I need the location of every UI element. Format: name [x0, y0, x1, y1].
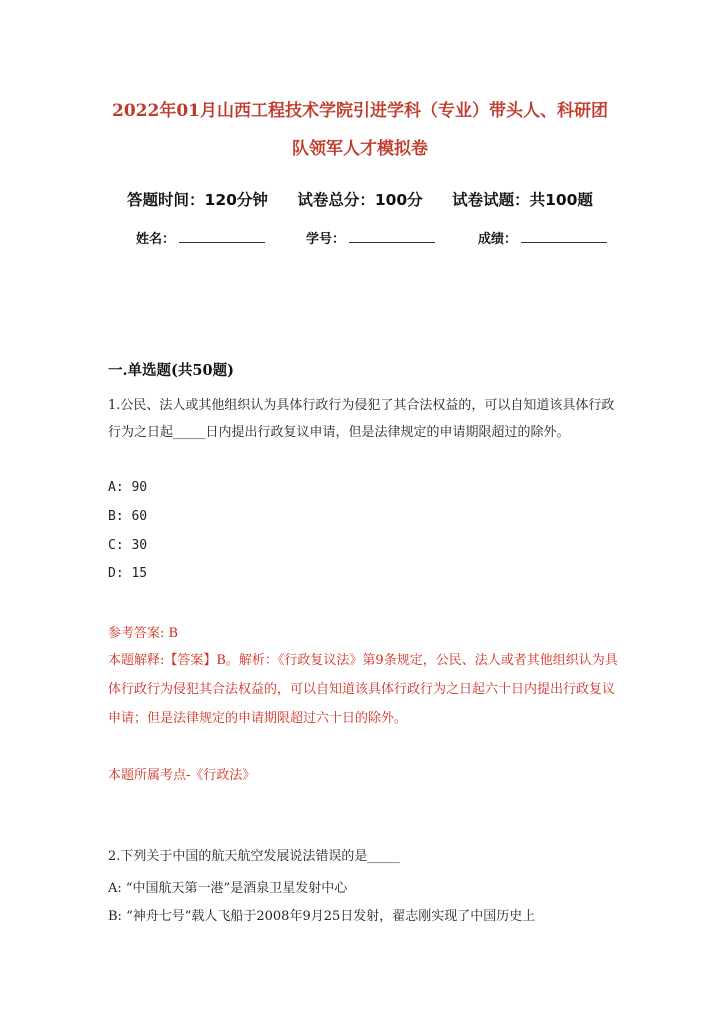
question-1-stem: 1.公民、法人或其他组织认为具体行政行为侵犯了其合法权益的，可以自知道该具体行政行为之日起_____日内提出行政复议申请，但是法律规定的申请期限超过的除外。 — [108, 398, 615, 440]
exam-question-count: 试卷试题：共100题 — [452, 191, 593, 209]
question-1-option-d: D: 15 — [108, 566, 148, 581]
exam-meta — [60, 188, 660, 210]
section-heading: 一.单选题(共50题) — [108, 362, 234, 379]
student-id-label: 学号： — [306, 232, 346, 247]
score-blank — [521, 230, 607, 243]
name-blank — [179, 230, 265, 243]
question-2-stem: 2.下列关于中国的航天航空发展说法错误的是_____ — [108, 849, 400, 864]
question-1-answer: 参考答案: B — [108, 626, 179, 641]
exam-total-score: 试卷总分：100分 — [297, 191, 423, 209]
score-label: 成绩： — [478, 232, 518, 247]
question-1-topic: 本题所属考点-《行政法》 — [108, 768, 256, 783]
student-id-field — [306, 228, 435, 247]
question-1-explanation: 本题解释:【答案】B。解析：《行政复议法》第9条规定，公民、法人或者其他组织认为具体行政行为侵犯其合法权益的，可以自知道该具体行政行为之日起六十日内提出行政复议申请；但是法律规定的申请期限超过六十日的除外。 — [108, 653, 618, 726]
score-field — [478, 228, 607, 247]
question-1-option-b: B: 60 — [108, 509, 148, 524]
question-2-option-b: B: “神舟七号”载人飞船于2008年9月25日发射，翟志刚实现了中国历史上 — [108, 909, 536, 924]
exam-time: 答题时间：120分钟 — [127, 191, 268, 209]
exam-title-line2: 队领军人才模拟卷 — [292, 139, 428, 159]
question-2-option-a: A: “中国航天第一港”是酒泉卫星发射中心 — [108, 881, 348, 896]
student-id-blank — [349, 230, 435, 243]
question-1-option-a: A: 90 — [108, 480, 148, 495]
name-field — [136, 228, 265, 247]
exam-title-line1: 2022年01月山西工程技术学院引进学科（专业）带头人、科研团 — [112, 101, 608, 121]
name-label: 姓名： — [136, 232, 176, 247]
question-1-option-c: C: 30 — [108, 538, 148, 553]
